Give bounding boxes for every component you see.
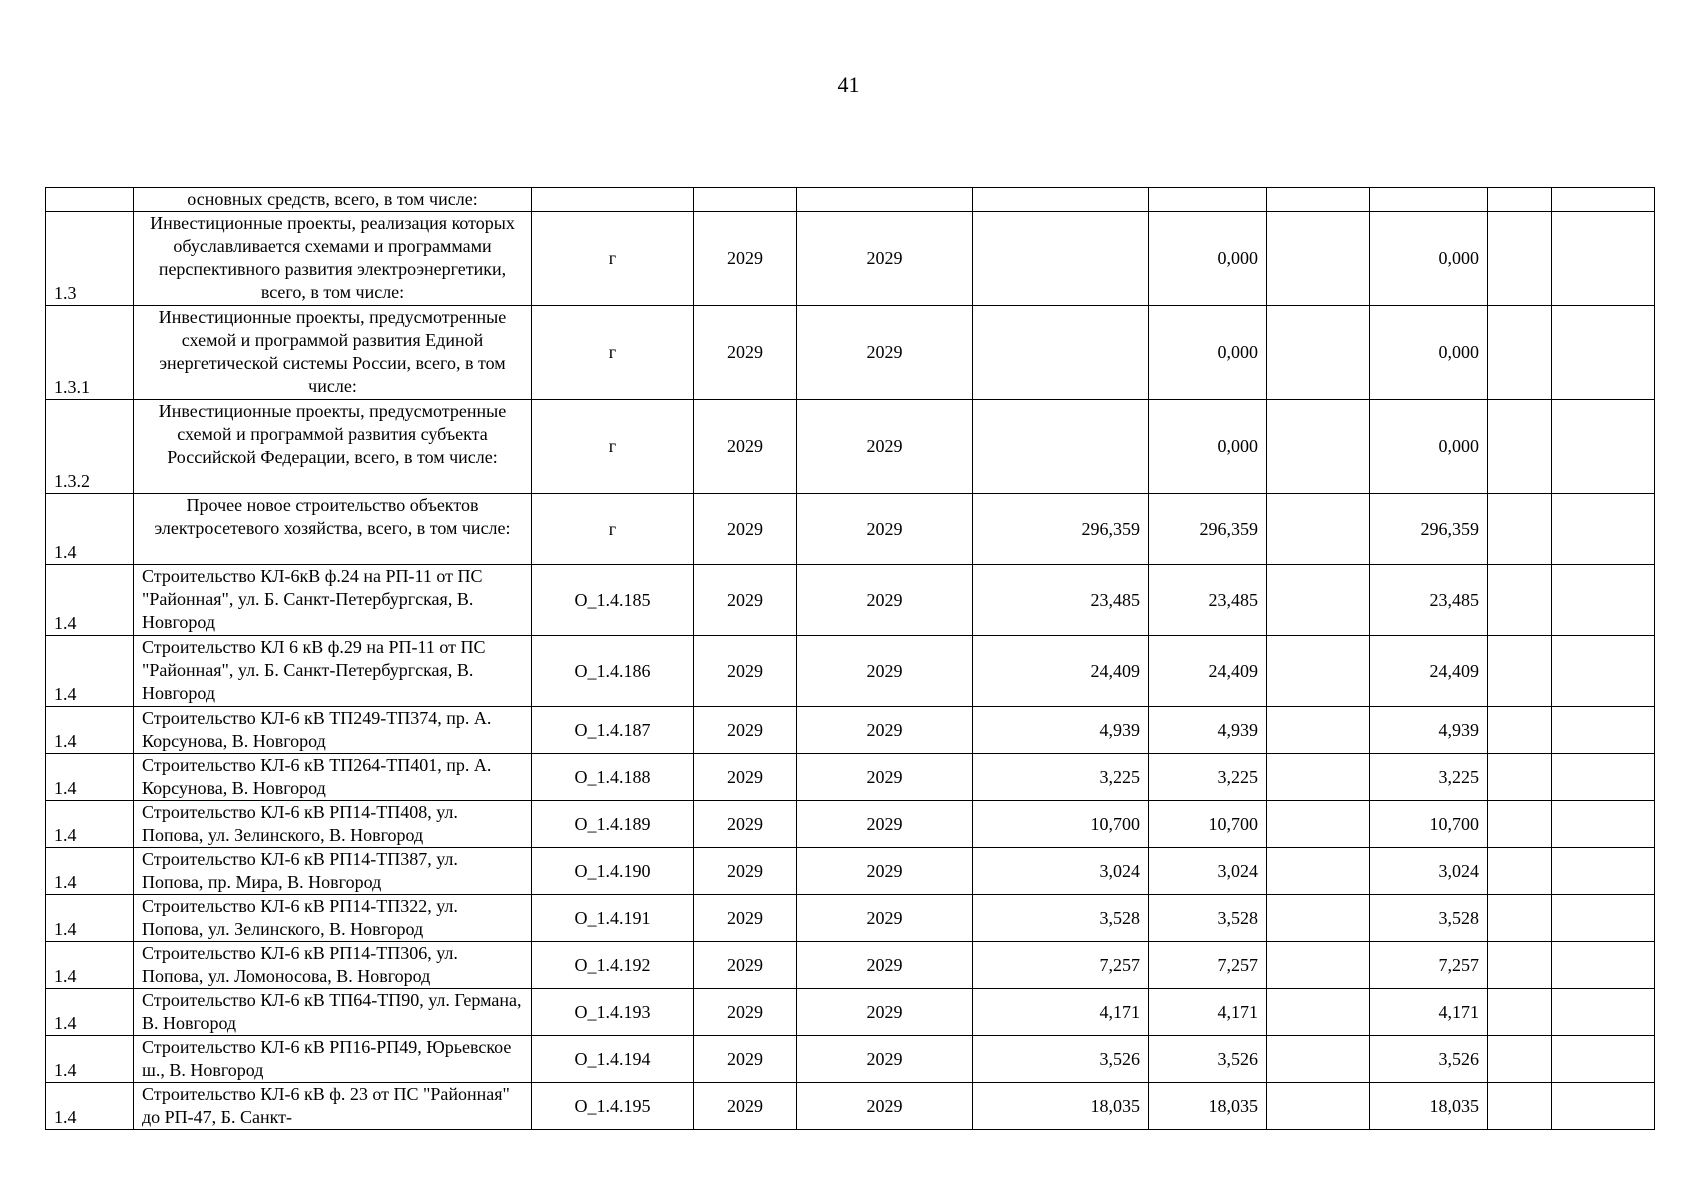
row-value-3 [1267,754,1370,801]
page-number: 41 [837,72,860,97]
row-value-3 [1267,212,1370,306]
table-row [46,707,1655,754]
row-value-5 [1488,989,1552,1036]
row-value-6 [1552,565,1655,636]
table-row [46,306,1655,400]
row-code: О_1.4.186 [532,636,694,707]
row-number: 1.4 [46,989,134,1036]
row-value-1: 7,257 [973,942,1149,989]
row-year-end: 2029 [797,565,973,636]
row-year-end: 2029 [797,707,973,754]
row-value-5 [1488,707,1552,754]
row-code: г [532,400,694,494]
row-value-6 [1552,942,1655,989]
row-value-4: 10,700 [1370,801,1488,848]
row-value-6 [1552,848,1655,895]
row-value-5 [1488,754,1552,801]
table-row [46,494,1655,565]
row-value-4: 23,485 [1370,565,1488,636]
row-value-3 [1267,801,1370,848]
row-value-1: 3,526 [973,1036,1149,1083]
row-value-2: 0,000 [1149,400,1267,494]
row-number: 1.3.1 [46,306,134,400]
row-value-1 [973,306,1149,400]
table-row [46,895,1655,942]
row-number: 1.4 [46,942,134,989]
row-value-5 [1488,494,1552,565]
row-name: Прочее новое строительство объектов электросетевого хозяйства, всего, в том числе: [134,494,532,565]
row-year-end: 2029 [797,754,973,801]
table-row [46,801,1655,848]
row-value-3 [1267,989,1370,1036]
row-value-4: 0,000 [1370,400,1488,494]
table-row [46,1036,1655,1083]
row-code: О_1.4.190 [532,848,694,895]
table-row [46,848,1655,895]
row-value-4: 4,171 [1370,989,1488,1036]
row-value-2: 296,359 [1149,494,1267,565]
row-year-start: 2029 [694,848,797,895]
row-value-4: 3,528 [1370,895,1488,942]
row-code: О_1.4.189 [532,801,694,848]
row-value-6 [1552,1083,1655,1130]
row-year-end [797,188,973,212]
row-year-end: 2029 [797,848,973,895]
row-value-3 [1267,707,1370,754]
row-value-1: 3,225 [973,754,1149,801]
row-year-end: 2029 [797,636,973,707]
row-code: г [532,212,694,306]
row-value-5 [1488,565,1552,636]
row-number: 1.4 [46,1036,134,1083]
row-value-3 [1267,848,1370,895]
table-body [46,188,1655,1130]
row-value-6 [1552,636,1655,707]
investment-table [45,187,1655,1130]
row-value-4: 3,225 [1370,754,1488,801]
row-year-start: 2029 [694,895,797,942]
row-year-start: 2029 [694,754,797,801]
row-value-6 [1552,212,1655,306]
table-row [46,636,1655,707]
row-value-1: 18,035 [973,1083,1149,1130]
row-value-2: 4,939 [1149,707,1267,754]
row-code: г [532,306,694,400]
row-value-4: 4,939 [1370,707,1488,754]
row-value-5 [1488,942,1552,989]
row-year-end: 2029 [797,494,973,565]
row-value-4: 24,409 [1370,636,1488,707]
row-value-4: 0,000 [1370,306,1488,400]
row-year-end: 2029 [797,1036,973,1083]
row-year-start: 2029 [694,707,797,754]
row-value-2: 3,526 [1149,1036,1267,1083]
row-value-5 [1488,1083,1552,1130]
row-value-1: 24,409 [973,636,1149,707]
row-number: 1.4 [46,754,134,801]
table-row [46,989,1655,1036]
table-row [46,188,1655,212]
row-name: Строительство КЛ-6 кВ ТП264-ТП401, пр. А. Корсунова, В. Новгород [134,754,532,801]
row-value-1: 3,024 [973,848,1149,895]
row-value-3 [1267,942,1370,989]
row-name: Строительство КЛ-6 кВ ТП64-ТП90, ул. Германа, В. Новгород [134,989,532,1036]
row-name: Строительство КЛ-6 кВ ТП249-ТП374, пр. А. Корсунова, В. Новгород [134,707,532,754]
row-name: Строительство КЛ-6кВ ф.24 на РП-11 от ПС "Районная", ул. Б. Санкт-Петербургская, В. Новгород [134,565,532,636]
row-value-1: 296,359 [973,494,1149,565]
row-code: О_1.4.194 [532,1036,694,1083]
row-year-end: 2029 [797,895,973,942]
row-value-1 [973,212,1149,306]
row-number [46,188,134,212]
table-row [46,212,1655,306]
row-value-3 [1267,494,1370,565]
table-row [46,400,1655,494]
row-value-4: 3,526 [1370,1036,1488,1083]
row-value-6 [1552,801,1655,848]
row-year-start: 2029 [694,801,797,848]
row-year-end: 2029 [797,306,973,400]
table-row [46,565,1655,636]
row-year-end: 2029 [797,400,973,494]
row-number: 1.4 [46,895,134,942]
row-number: 1.4 [46,565,134,636]
row-value-1: 3,528 [973,895,1149,942]
row-value-3 [1267,306,1370,400]
row-name: Инвестиционные проекты, реализация которых обуславливается схемами и программами перспективного развития электроэнергетики, всего, в том числе: [134,212,532,306]
row-code: О_1.4.185 [532,565,694,636]
row-year-start: 2029 [694,494,797,565]
row-code: О_1.4.191 [532,895,694,942]
row-value-3 [1267,636,1370,707]
row-value-1 [973,400,1149,494]
row-value-6 [1552,754,1655,801]
row-value-3 [1267,1036,1370,1083]
row-number: 1.4 [46,848,134,895]
row-year-end: 2029 [797,801,973,848]
row-name: Строительство КЛ-6 кВ РП16-РП49, Юрьевское ш., В. Новгород [134,1036,532,1083]
row-value-6 [1552,494,1655,565]
row-value-1: 23,485 [973,565,1149,636]
row-value-4: 18,035 [1370,1083,1488,1130]
row-name: Инвестиционные проекты, предусмотренные схемой и программой развития Единой энергетической системы России, всего, в том числе: [134,306,532,400]
table-row [46,754,1655,801]
row-value-6 [1552,895,1655,942]
row-code: г [532,494,694,565]
row-value-3 [1267,188,1370,212]
row-number: 1.3.2 [46,400,134,494]
row-year-start: 2029 [694,636,797,707]
row-value-1: 10,700 [973,801,1149,848]
row-value-1: 4,171 [973,989,1149,1036]
row-name: Строительство КЛ-6 кВ РП14-ТП387, ул. Попова, пр. Мира, В. Новгород [134,848,532,895]
row-code: О_1.4.195 [532,1083,694,1130]
row-value-2: 4,171 [1149,989,1267,1036]
row-value-2: 0,000 [1149,306,1267,400]
row-value-5 [1488,400,1552,494]
row-name: Строительство КЛ-6 кВ ф. 23 от ПС "Районная" до РП-47, Б. Санкт- [134,1083,532,1130]
row-year-start: 2029 [694,212,797,306]
row-value-2: 10,700 [1149,801,1267,848]
row-value-5 [1488,801,1552,848]
row-value-2: 3,024 [1149,848,1267,895]
row-code: О_1.4.193 [532,989,694,1036]
row-value-5 [1488,1036,1552,1083]
row-value-2: 23,485 [1149,565,1267,636]
row-value-2: 0,000 [1149,212,1267,306]
row-value-5 [1488,188,1552,212]
row-value-5 [1488,636,1552,707]
row-number: 1.4 [46,494,134,565]
row-name: Строительство КЛ-6 кВ РП14-ТП306, ул. Попова, ул. Ломоносова, В. Новгород [134,942,532,989]
row-number: 1.4 [46,801,134,848]
row-value-6 [1552,1036,1655,1083]
row-name: Строительство КЛ-6 кВ РП14-ТП322, ул. Попова, ул. Зелинского, В. Новгород [134,895,532,942]
row-value-4 [1370,188,1488,212]
row-name: Строительство КЛ-6 кВ РП14-ТП408, ул. Попова, ул. Зелинского, В. Новгород [134,801,532,848]
row-name: основных средств, всего, в том числе: [134,188,532,212]
row-code: О_1.4.192 [532,942,694,989]
row-value-2: 3,528 [1149,895,1267,942]
row-value-3 [1267,565,1370,636]
row-value-2: 18,035 [1149,1083,1267,1130]
row-value-6 [1552,400,1655,494]
row-year-start [694,188,797,212]
row-value-5 [1488,212,1552,306]
row-value-4: 7,257 [1370,942,1488,989]
row-value-6 [1552,306,1655,400]
row-number: 1.4 [46,707,134,754]
row-value-6 [1552,989,1655,1036]
row-year-end: 2029 [797,942,973,989]
row-value-1: 4,939 [973,707,1149,754]
row-number: 1.4 [46,636,134,707]
row-value-5 [1488,848,1552,895]
row-year-start: 2029 [694,989,797,1036]
row-name: Строительство КЛ 6 кВ ф.29 на РП-11 от ПС "Районная", ул. Б. Санкт-Петербургская, В. Новгород [134,636,532,707]
table-row [46,1083,1655,1130]
row-year-end: 2029 [797,1083,973,1130]
row-value-4: 0,000 [1370,212,1488,306]
row-year-start: 2029 [694,306,797,400]
table-row [46,942,1655,989]
row-year-end: 2029 [797,989,973,1036]
row-value-6 [1552,188,1655,212]
row-code: О_1.4.187 [532,707,694,754]
row-number: 1.3 [46,212,134,306]
row-code [532,188,694,212]
row-value-2 [1149,188,1267,212]
row-value-4: 296,359 [1370,494,1488,565]
row-code: О_1.4.188 [532,754,694,801]
row-year-start: 2029 [694,1036,797,1083]
row-year-start: 2029 [694,1083,797,1130]
row-value-6 [1552,707,1655,754]
row-value-2: 24,409 [1149,636,1267,707]
row-name: Инвестиционные проекты, предусмотренные схемой и программой развития субъекта Российской Федерации, всего, в том числе: [134,400,532,494]
row-value-3 [1267,1083,1370,1130]
row-year-start: 2029 [694,942,797,989]
row-value-3 [1267,895,1370,942]
row-value-3 [1267,400,1370,494]
row-year-end: 2029 [797,212,973,306]
row-value-2: 3,225 [1149,754,1267,801]
row-number: 1.4 [46,1083,134,1130]
row-year-start: 2029 [694,565,797,636]
row-year-start: 2029 [694,400,797,494]
row-value-1 [973,188,1149,212]
row-value-5 [1488,895,1552,942]
row-value-5 [1488,306,1552,400]
row-value-4: 3,024 [1370,848,1488,895]
row-value-2: 7,257 [1149,942,1267,989]
